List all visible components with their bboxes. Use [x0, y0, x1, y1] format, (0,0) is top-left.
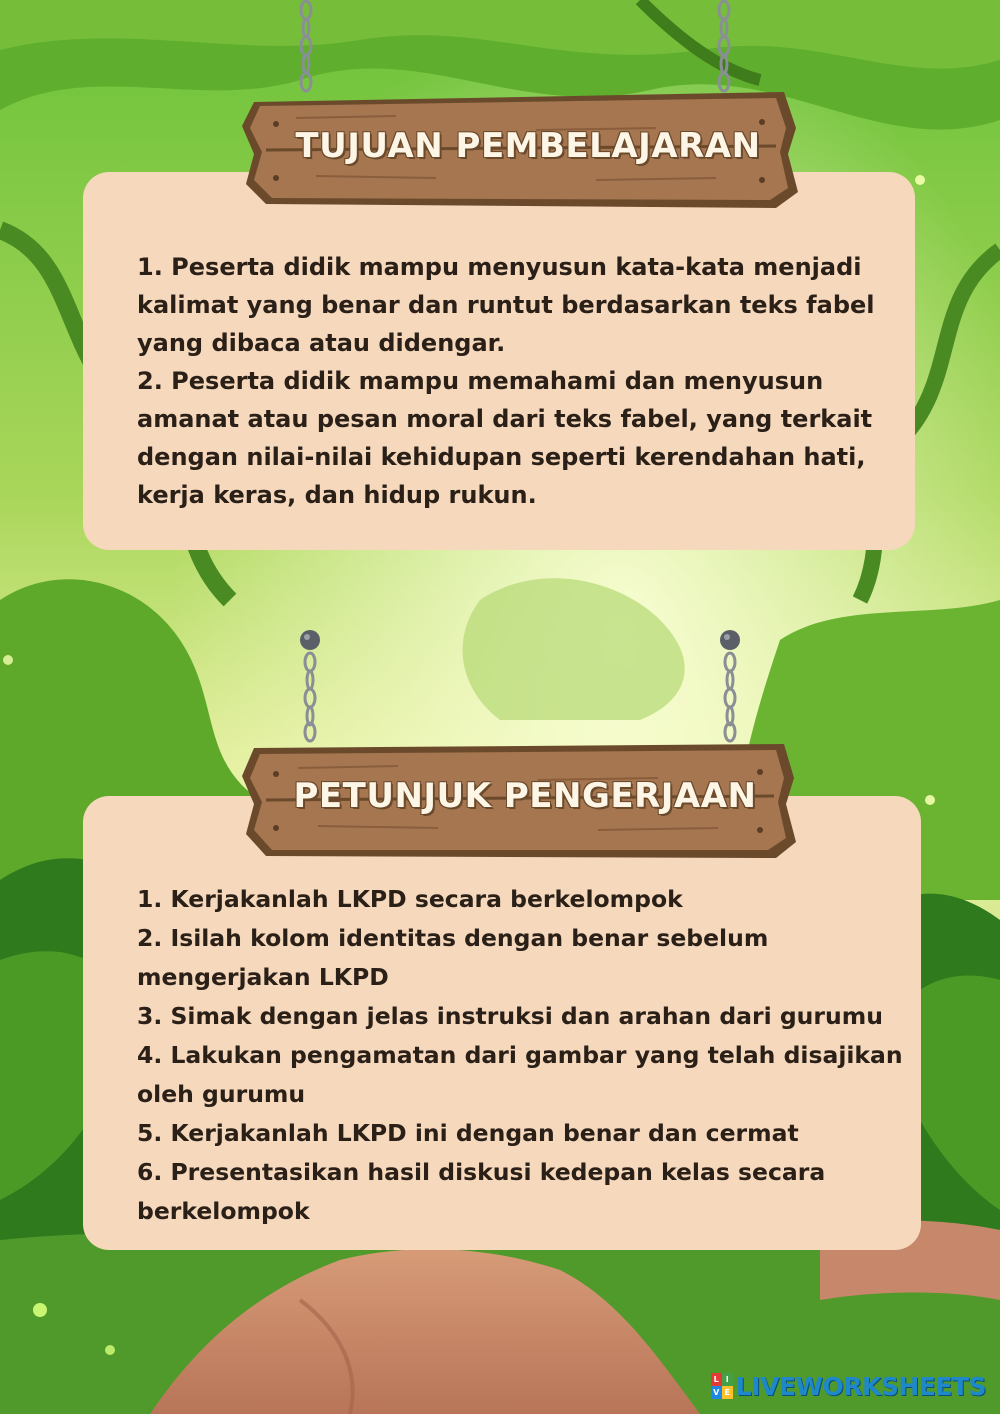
instructions-line: 3. Simak dengan jelas instruksi dan arahan dari gurumu	[137, 1002, 883, 1030]
logo-letter: E	[722, 1386, 733, 1399]
instructions-line: 5. Kerjakanlah LKPD ini dengan benar dan cermat	[137, 1119, 799, 1147]
logo-letter: V	[711, 1386, 722, 1399]
chain-right-2	[718, 628, 742, 744]
chain-left-1	[296, 0, 316, 100]
liveworksheets-brand-text: LIVEWORKSHEETS	[735, 1371, 986, 1401]
instructions-line: berkelompok	[137, 1197, 310, 1225]
chain-left-2	[298, 628, 322, 744]
objectives-line: dengan nilai-nilai kehidupan seperti kerendahan hati,	[137, 443, 866, 471]
instructions-title: PETUNJUK PENGERJAAN	[293, 776, 757, 816]
liveworksheets-logo-icon	[711, 1373, 733, 1399]
instructions-line: 2. Isilah kolom identitas dengan benar sebelum	[137, 924, 769, 952]
objectives-title: TUJUAN PEMBELAJARAN	[295, 126, 761, 166]
instructions-line: 6. Presentasikan hasil diskusi kedepan kelas secara	[137, 1158, 826, 1186]
liveworksheets-watermark	[711, 1370, 986, 1402]
objectives-line: 1. Peserta didik mampu menyusun kata-kata menjadi	[137, 253, 862, 281]
objectives-line: amanat atau pesan moral dari teks fabel, yang terkait	[137, 405, 873, 433]
chain-right-1	[714, 0, 734, 100]
objectives-line: 2. Peserta didik mampu memahami dan menyusun	[137, 367, 824, 395]
objectives-line: yang dibaca atau didengar.	[137, 329, 506, 357]
objectives-line: kerja keras, dan hidup rukun.	[137, 481, 537, 509]
objectives-text	[137, 248, 897, 514]
instructions-sign	[238, 738, 800, 862]
objectives-sign	[236, 88, 802, 212]
instructions-line: 4. Lakukan pengamatan dari gambar yang telah disajikan	[137, 1041, 903, 1069]
logo-letter: L	[711, 1373, 722, 1386]
instructions-line: 1. Kerjakanlah LKPD secara berkelompok	[137, 885, 683, 913]
instructions-line: mengerjakan LKPD	[137, 963, 389, 991]
logo-letter: I	[722, 1373, 733, 1386]
objectives-line: kalimat yang benar dan runtut berdasarkan teks fabel	[137, 291, 875, 319]
instructions-line: oleh gurumu	[137, 1080, 306, 1108]
instructions-text	[137, 880, 913, 1231]
